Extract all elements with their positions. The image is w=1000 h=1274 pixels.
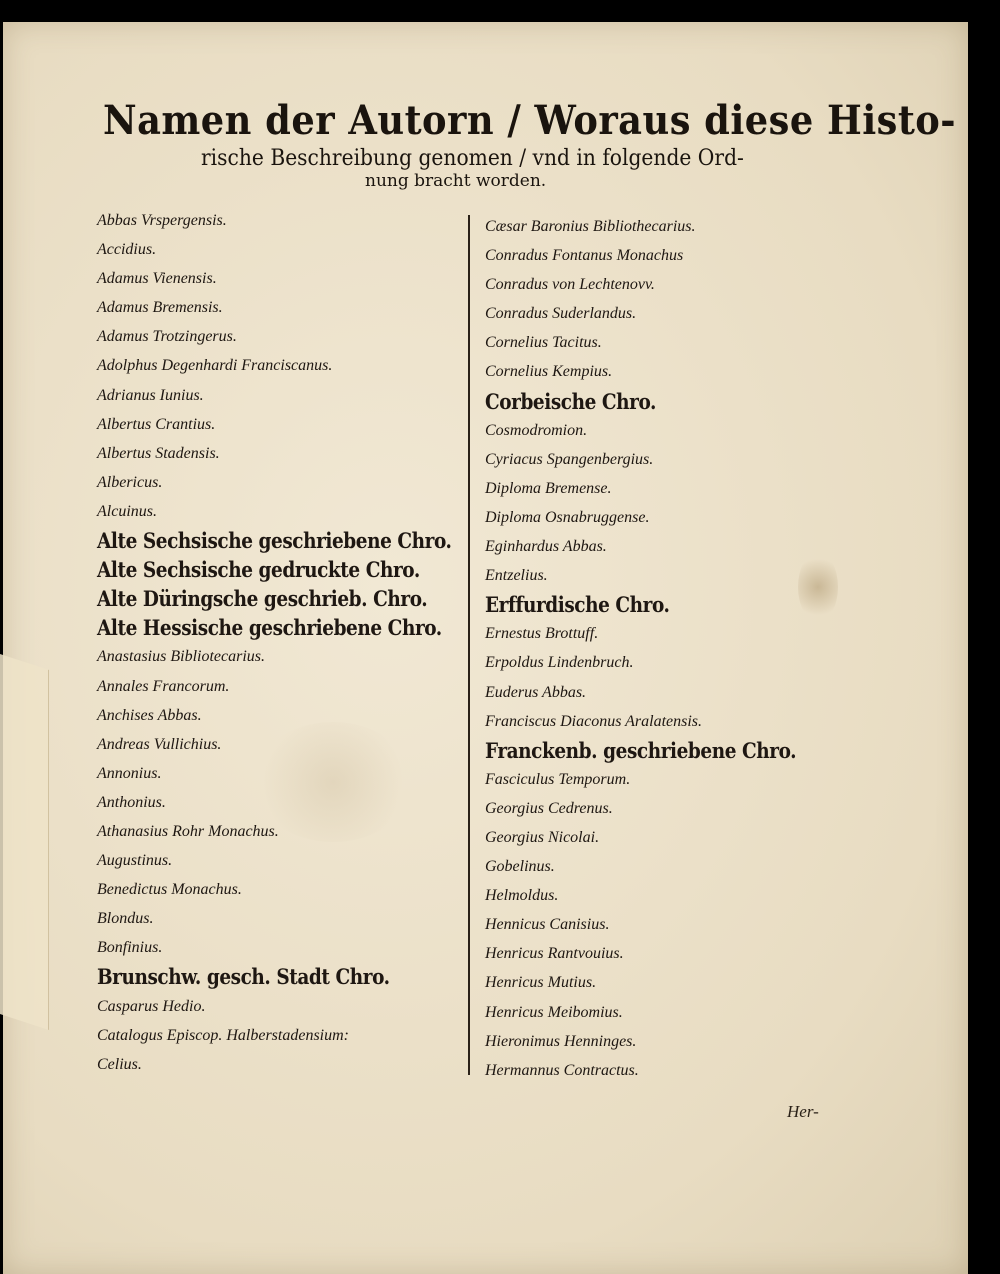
author-entry: Cosmodromion. xyxy=(485,421,588,439)
author-entry: Alte Hessische geschriebene Chro. xyxy=(97,615,442,641)
author-entry: Annonius. xyxy=(97,764,162,782)
author-entry: Henricus Meibomius. xyxy=(485,1003,623,1021)
author-entry: Georgius Nicolai. xyxy=(485,828,600,846)
author-entry: Eginhardus Abbas. xyxy=(485,538,607,556)
author-entry: Accidius. xyxy=(97,241,157,259)
author-entry: Adrianus Iunius. xyxy=(97,386,204,404)
page-tab xyxy=(0,654,49,1030)
author-entry: Entzelius. xyxy=(485,567,548,585)
author-entry: Blondus. xyxy=(97,910,154,928)
author-entry: Annales Francorum. xyxy=(97,677,230,695)
author-entry: Anchises Abbas. xyxy=(97,706,202,724)
author-entry: Henricus Rantvouius. xyxy=(485,945,624,963)
author-entry: Georgius Cedrenus. xyxy=(485,799,613,817)
author-entry: Cyriacus Spangenbergius. xyxy=(485,450,654,468)
author-entry: Ernestus Brottuff. xyxy=(485,625,599,643)
author-entry: Casparus Hedio. xyxy=(97,997,206,1015)
author-entry: Euderus Abbas. xyxy=(485,683,587,701)
author-entry: Erffurdische Chro. xyxy=(485,592,670,618)
header-line-1: Namen der Autorn / Woraus diese Histo- xyxy=(103,97,957,144)
catchword: Her- xyxy=(787,1102,819,1121)
author-entry: Albertus Crantius. xyxy=(97,415,216,433)
author-entry: Andreas Vullichius. xyxy=(97,735,222,753)
author-entry: Franckenb. geschriebene Chro. xyxy=(485,737,797,763)
author-entry: Alte Düringsche geschrieb. Chro. xyxy=(97,586,428,612)
author-entry: Abbas Vrspergensis. xyxy=(97,212,227,229)
author-entry: Athanasius Rohr Monachus. xyxy=(97,822,279,840)
author-entry: Augustinus. xyxy=(97,852,173,870)
author-entry: Benedictus Monachus. xyxy=(97,881,242,899)
author-entry: Adolphus Degenhardi Franciscanus. xyxy=(97,357,333,375)
author-entry: Fasciculus Temporum. xyxy=(485,770,631,788)
author-entry: Brunschw. gesch. Stadt Chro. xyxy=(97,964,390,990)
author-list-left xyxy=(97,206,467,1079)
author-entry: Adamus Trotzingerus. xyxy=(97,328,237,346)
author-entry: Alte Sechsische gedruckte Chro. xyxy=(97,557,420,583)
author-entry: Corbeische Chro. xyxy=(485,388,657,414)
author-entry: Albericus. xyxy=(97,473,163,491)
author-entry: Helmoldus. xyxy=(485,887,559,905)
author-entry: Conradus von Lechtenovv. xyxy=(485,276,655,294)
header-line-3: nung bracht worden. xyxy=(365,171,547,191)
author-entry: Cornelius Tacitus. xyxy=(485,334,602,352)
author-entry: Albertus Stadensis. xyxy=(97,444,220,462)
author-entry: Conradus Fontanus Monachus xyxy=(485,247,684,265)
author-entry: Erpoldus Lindenbruch. xyxy=(485,654,634,672)
author-entry: Henricus Mutius. xyxy=(485,974,597,992)
author-entry: Hermannus Contractus. xyxy=(485,1061,639,1079)
author-entry: Franciscus Diaconus Aralatensis. xyxy=(485,712,703,730)
author-entry: Hieronimus Henninges. xyxy=(485,1032,637,1050)
author-entry: Anastasius Bibliotecarius. xyxy=(97,648,265,666)
author-entry: Gobelinus. xyxy=(485,858,555,876)
page-header xyxy=(103,97,957,191)
author-entry: Cæsar Baronius Bibliothecarius. xyxy=(485,218,696,235)
author-entry: Catalogus Episcop. Halberstadensium: xyxy=(97,1026,349,1044)
column-divider xyxy=(468,215,470,1075)
author-entry: Cornelius Kempius. xyxy=(485,363,613,381)
author-list-right xyxy=(485,212,855,1085)
author-entry: Celius. xyxy=(97,1055,142,1073)
author-entry: Adamus Bremensis. xyxy=(97,299,223,317)
author-entry: Bonfinius. xyxy=(97,939,163,957)
author-entry: Alte Sechsische geschriebene Chro. xyxy=(97,528,452,554)
author-entry: Conradus Suderlandus. xyxy=(485,305,637,323)
author-entry: Diploma Osnabruggense. xyxy=(485,508,650,526)
author-entry: Adamus Vienensis. xyxy=(97,270,217,288)
author-entry: Alcuinus. xyxy=(97,502,157,520)
author-entry: Anthonius. xyxy=(97,793,166,811)
author-entry: Hennicus Canisius. xyxy=(485,916,610,934)
header-line-2: rische Beschreibung genomen / vnd in folgende Ord- xyxy=(201,146,744,171)
author-entry: Diploma Bremense. xyxy=(485,479,612,497)
